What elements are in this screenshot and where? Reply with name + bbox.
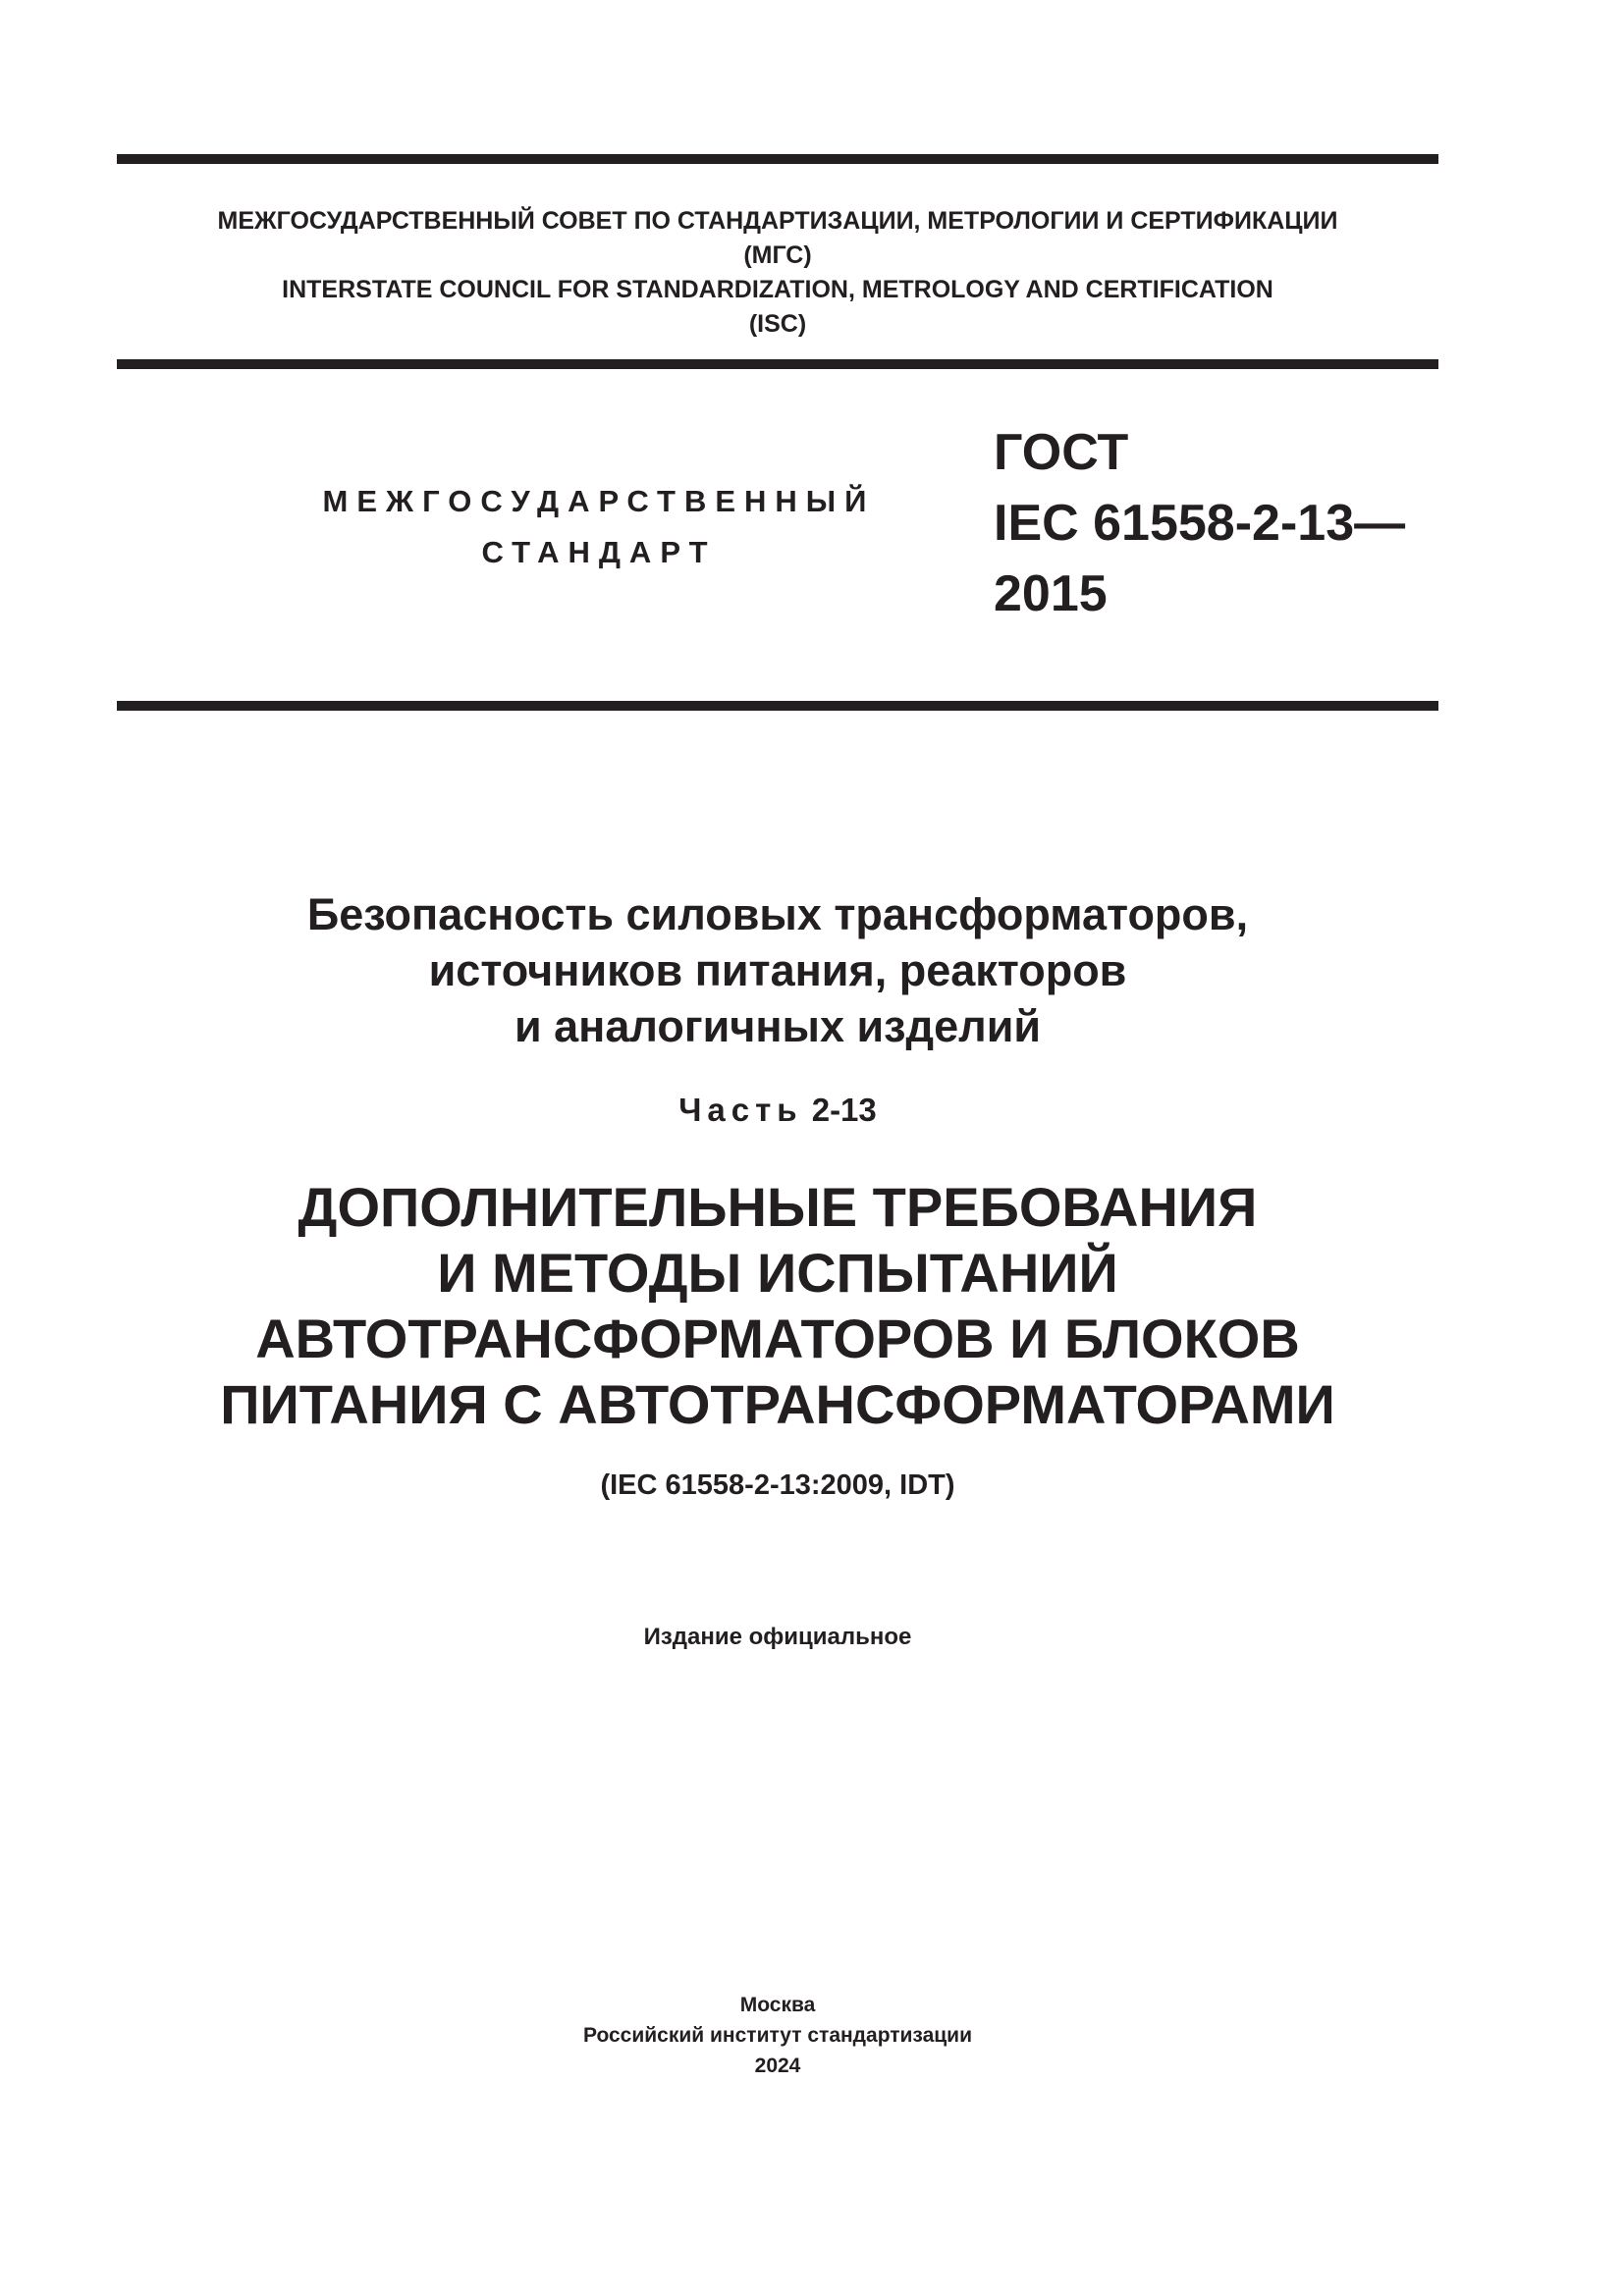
document-subtitle-line: И МЕТОДЫ ИСПЫТАНИЙ [437,1242,1118,1304]
standard-designation [994,417,1405,629]
publisher-name: Российский институт стандартизации [582,2024,973,2047]
standard-type-label [285,476,913,578]
part-number: 2-13 [811,1092,877,1128]
council-abbr-en: (ISC) [748,310,807,338]
part-label [117,1090,1438,1131]
document-subtitle-line: ДОПОЛНИТЕЛЬНЫЕ ТРЕБОВАНИЯ [298,1176,1258,1238]
designation-line-3: 2015 [994,565,1108,622]
standard-type-line-1: МЕЖГОСУДАРСТВЕННЫЙ [322,484,876,518]
publisher-year: 2024 [754,2055,801,2077]
document-subtitle-line: ПИТАНИЯ С АВТОТРАНСФОРМАТОРАМИ [220,1373,1335,1435]
document-subtitle [117,1174,1438,1437]
publisher-block [117,1990,1438,2081]
designation-line-1: ГОСТ [994,424,1129,481]
idt-reference: (IEC 61558-2-13:2009, IDT) [600,1469,955,1501]
document-title-line: источников питания, реакторов [428,945,1127,995]
designation-divider-rule [117,701,1438,711]
document-title-line: и аналогичных изделий [514,1001,1042,1051]
council-name-en: INTERSTATE COUNCIL FOR STANDARDIZATION, METROLOGY AND CERTIFICATION [282,276,1273,303]
council-header [117,204,1438,342]
document-subtitle-line: АВТОТРАНСФОРМАТОРОВ И БЛОКОВ [255,1308,1300,1369]
council-name-ru: МЕЖГОСУДАРСТВЕННЫЙ СОВЕТ ПО СТАНДАРТИЗАЦИИ, МЕТРОЛОГИИ И СЕРТИФИКАЦИИ [217,207,1338,235]
document-title [117,886,1438,1054]
council-abbr-ru: (МГС) [743,241,812,269]
standard-type-line-2: СТАНДАРТ [481,535,717,569]
top-rule [117,154,1438,164]
publisher-city: Москва [739,1994,816,2016]
edition-label: Издание официальное [643,1624,912,1650]
part-word: Часть [678,1092,803,1128]
header-divider-rule [117,359,1438,369]
document-title-line: Безопасность силовых трансформаторов, [306,889,1249,939]
designation-line-2: IEC 61558-2-13— [994,495,1406,552]
